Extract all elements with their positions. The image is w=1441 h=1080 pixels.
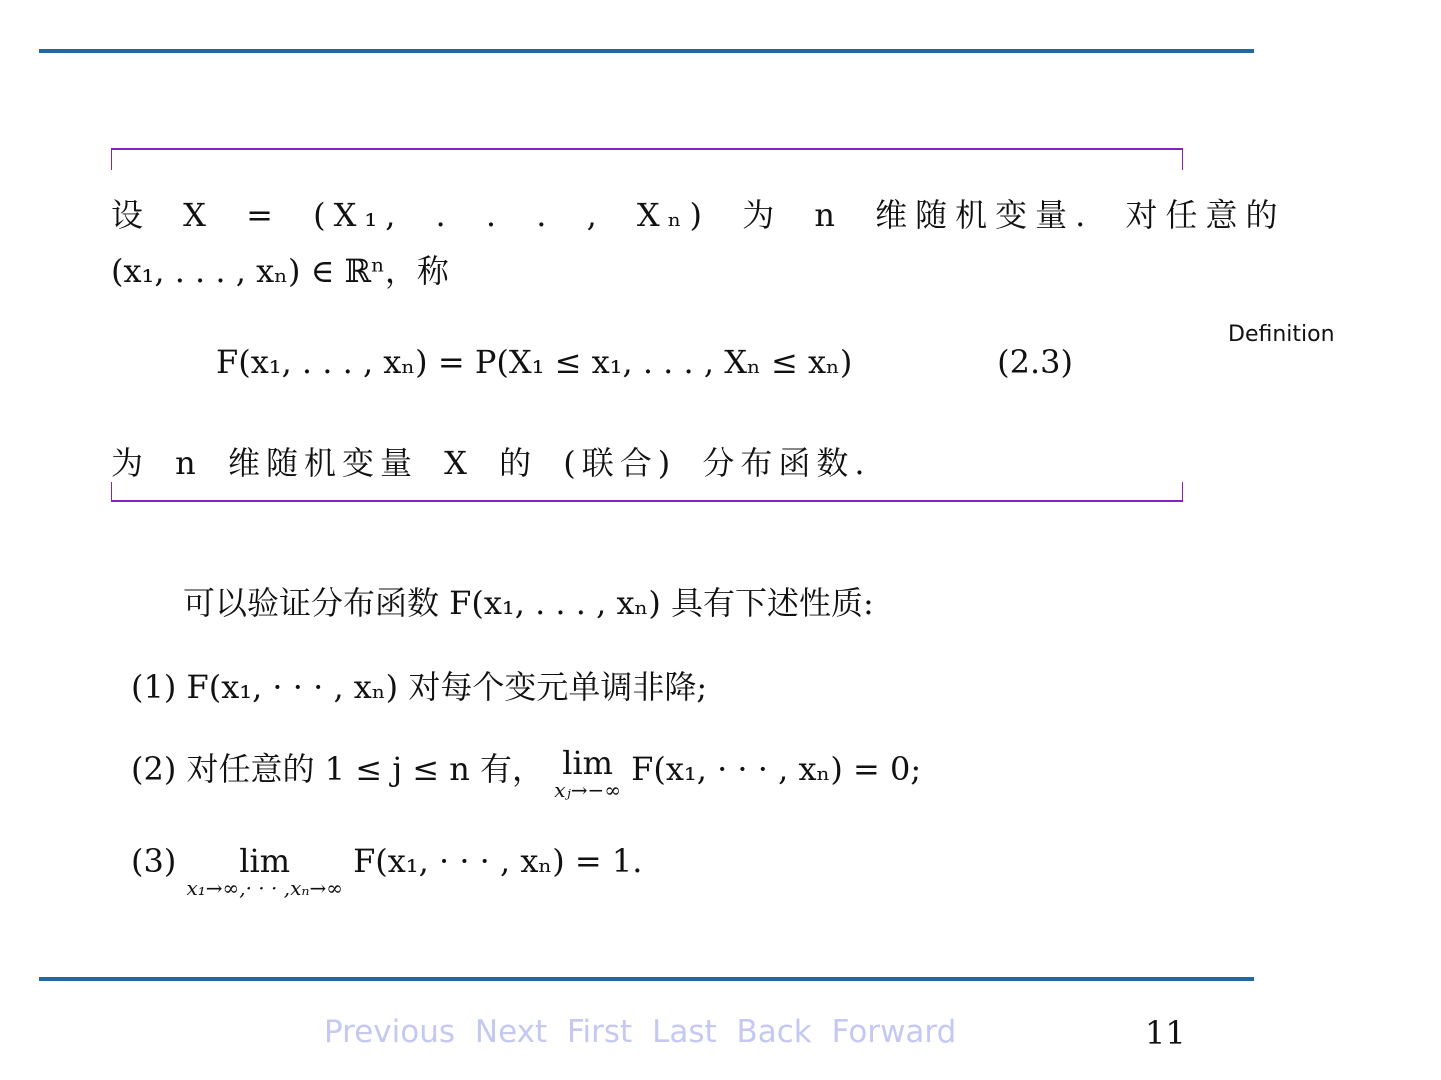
definition-bracket-top <box>111 148 1183 170</box>
property-2 <box>131 744 921 802</box>
property-3-lim-word: lim <box>239 842 291 880</box>
navigation-bar <box>324 1014 966 1050</box>
definition-line-3: 为 n 维随机变量 X 的 (联合) 分布函数. <box>111 444 871 482</box>
nav-next-link[interactable]: Next <box>474 1014 548 1050</box>
definition-equation: F(x₁, . . . , xₙ) = P(X₁ ≤ x₁, . . . , Xₙ ≤ xₙ) <box>216 343 853 381</box>
nav-forward-link[interactable]: Forward <box>831 1014 957 1050</box>
property-2-tail: F(x₁, · · · , xₙ) = 0; <box>631 750 922 788</box>
definition-line-2-math: (x₁, . . . , xₙ) ∈ ℝⁿ <box>111 252 385 290</box>
definition-line-2 <box>111 246 449 292</box>
nav-back-link[interactable]: Back <box>736 1014 812 1050</box>
property-2-head: (2) 对任意的 1 ≤ j ≤ n 有， <box>131 750 545 788</box>
property-2-lim-word: lim <box>562 744 614 782</box>
page-number: 11 <box>1145 1014 1186 1052</box>
nav-first-link[interactable]: First <box>566 1014 633 1050</box>
property-3 <box>131 842 642 900</box>
definition-bracket-bottom <box>111 482 1183 502</box>
definition-line-2-tail: ，称 <box>384 252 449 290</box>
property-2-limit <box>554 744 621 802</box>
footer-rule <box>39 977 1254 981</box>
property-3-head: (3) <box>131 842 177 880</box>
property-2-lim-subscript: xⱼ→−∞ <box>554 778 621 802</box>
property-3-lim-subscript: x₁→∞,· · · ,xₙ→∞ <box>186 876 343 900</box>
property-1: (1) F(x₁, · · · , xₙ) 对每个变元单调非降; <box>131 668 708 706</box>
nav-previous-link[interactable]: Previous <box>324 1014 456 1050</box>
property-3-tail: F(x₁, · · · , xₙ) = 1. <box>353 842 643 880</box>
property-3-limit <box>187 842 343 900</box>
equation-number: (2.3) <box>997 343 1073 381</box>
header-rule <box>39 49 1254 53</box>
definition-margin-label: Definition <box>1228 322 1335 347</box>
nav-last-link[interactable]: Last <box>652 1014 717 1050</box>
properties-intro: 可以验证分布函数 F(x₁, . . . , xₙ) 具有下述性质: <box>183 584 874 622</box>
definition-line-1: 设 X = (X₁, . . . , Xₙ) 为 n 维随机变量. 对任意的 <box>111 196 1286 234</box>
